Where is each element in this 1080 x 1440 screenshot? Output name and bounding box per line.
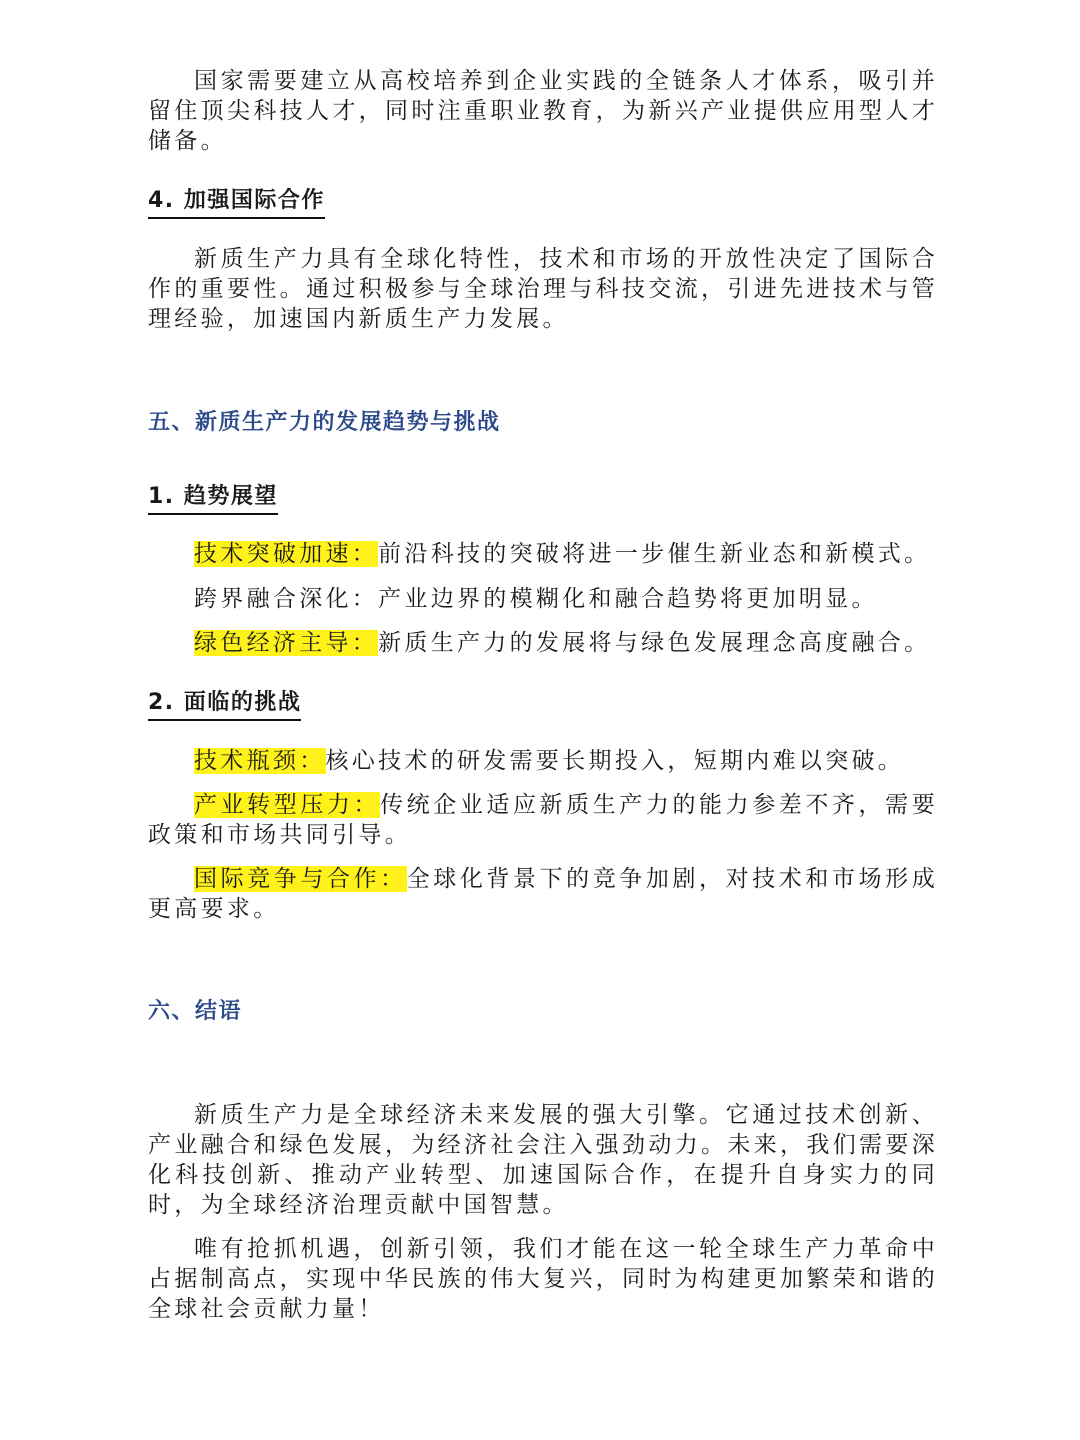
conclusion-paragraph: 唯有抢抓机遇，创新引领，我们才能在这一轮全球生产力革命中占据制高点，实现中华民族的伟大复兴，同时为构建更加繁荣和谐的全球社会贡献力量！ [148,1236,938,1322]
highlighted-label: 产业转型压力： [194,792,381,818]
challenge-item [148,864,938,924]
subheading-international-cooperation: 4. 加强国际合作 [148,186,325,219]
trend-item [148,584,938,614]
international-cooperation-paragraph: 新质生产力具有全球化特性，技术和市场的开放性决定了国际合作的重要性。通过积极参与全球治理与科技交流，引进先进技术与管理经验，加速国内新质生产力发展。 [148,246,938,332]
trend-item [148,539,938,569]
section-heading-trends: 五、新质生产力的发展趋势与挑战 [148,410,501,435]
challenge-text: 全球化背景下的竞争加剧，对技术和市场形成更高要求。 [148,866,938,922]
highlighted-label: 绿色经济主导： [194,630,379,656]
subheading-trend-outlook: 1. 趋势展望 [148,482,278,515]
trend-text: 前沿科技的突破将进一步催生新业态和新模式。 [378,541,931,567]
talent-paragraph: 国家需要建立从高校培养到企业实践的全链条人才体系，吸引并留住顶尖科技人才，同时注重职业教育，为新兴产业提供应用型人才储备。 [148,68,938,154]
trend-text: 新质生产力的发展将与绿色发展理念高度融合。 [378,630,931,656]
trend-label: 跨界融合深化： [194,586,379,612]
highlighted-label: 国际竞争与合作： [194,866,407,892]
conclusion-paragraph: 新质生产力是全球经济未来发展的强大引擎。它通过技术创新、产业融合和绿色发展，为经济社会注入强劲动力。未来，我们需要深化科技创新、推动产业转型、加速国际合作，在提升自身实力的同时，为全球经济治理贡献中国智慧。 [148,1102,938,1218]
challenge-text: 传统企业适应新质生产力的能力参差不齐，需要政策和市场共同引导。 [148,792,938,848]
challenge-text: 核心技术的研发需要长期投入，短期内难以突破。 [325,748,905,774]
challenge-item [148,746,938,776]
highlighted-label: 技术瓶颈： [194,748,326,774]
section-heading-conclusion: 六、结语 [148,999,243,1024]
challenge-item [148,790,938,850]
subheading-challenges: 2. 面临的挑战 [148,688,301,721]
highlighted-label: 技术突破加速： [194,541,379,567]
trend-text: 产业边界的模糊化和融合趋势将更加明显。 [378,586,878,612]
trend-item [148,628,938,658]
